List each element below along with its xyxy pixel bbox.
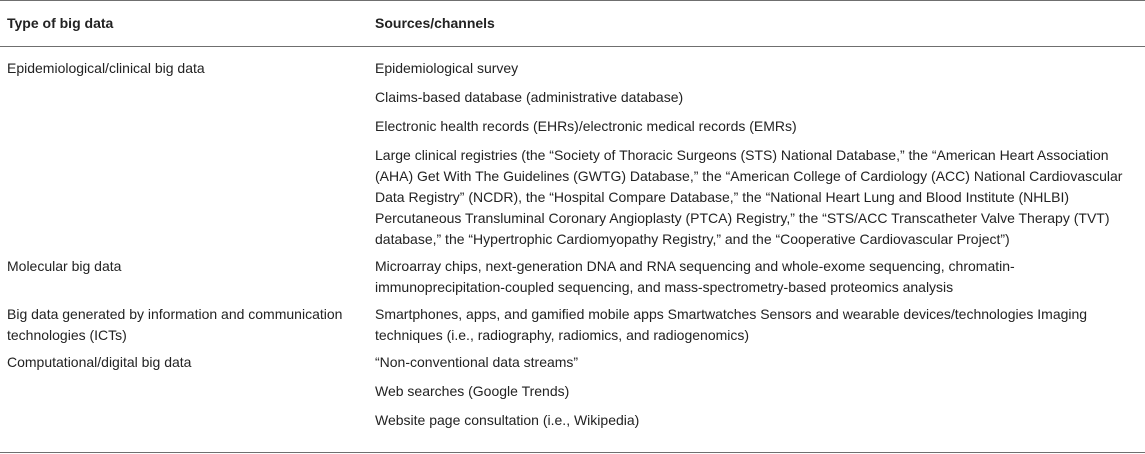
table-row-ict bbox=[0, 304, 1145, 352]
table-row-epidemiological-clinical bbox=[0, 58, 1145, 256]
header-type-of-big-data: Type of big data bbox=[7, 15, 114, 31]
type-cell: Epidemiological/clinical big data bbox=[7, 60, 205, 76]
type-cell: Molecular big data bbox=[7, 258, 122, 274]
source-item: Microarray chips, next-generation DNA and RNA sequencing and whole-exome sequencing, chromatin-immunoprecipitation-coupled sequencing, and mass-spectrometry-based proteomics analysis bbox=[375, 258, 1015, 295]
source-item: Website page consultation (i.e., Wikipedia) bbox=[375, 412, 640, 428]
table-header bbox=[0, 0, 1145, 46]
source-item: Claims-based database (administrative database) bbox=[375, 89, 684, 105]
source-item: Web searches (Google Trends) bbox=[375, 383, 570, 399]
table-body bbox=[0, 58, 1145, 437]
sources-cell bbox=[368, 256, 1145, 304]
sources-cell bbox=[368, 352, 1145, 437]
table-row-molecular bbox=[0, 256, 1145, 304]
table-bottom-rule bbox=[0, 452, 1145, 453]
type-cell: Big data generated by information and communication technologies (ICTs) bbox=[7, 306, 343, 343]
source-item: “Non-conventional data streams” bbox=[375, 354, 579, 370]
header-sources-channels: Sources/channels bbox=[375, 15, 495, 31]
source-item: Epidemiological survey bbox=[375, 60, 519, 76]
table-row-computational-digital bbox=[0, 352, 1145, 437]
sources-cell bbox=[368, 304, 1145, 352]
table-header-rule bbox=[0, 46, 1145, 47]
sources-cell bbox=[368, 58, 1145, 256]
type-cell: Computational/digital big data bbox=[7, 354, 192, 370]
source-item: Electronic health records (EHRs)/electronic medical records (EMRs) bbox=[375, 118, 797, 134]
source-item: Smartphones, apps, and gamified mobile apps Smartwatches Sensors and wearable devices/technologies Imaging techniques (i.e., radiography, radiomics, and radiogenomics) bbox=[375, 306, 1088, 343]
source-item: Large clinical registries (the “Society of Thoracic Surgeons (STS) National Database,” the “American Heart Association (AHA) Get With The Guidelines (GWTG) Database,” the “American College of Cardiology (ACC) National Cardiovascular Data Registry” (NCDR), the “Hospital Compare Database,” the “National Heart Lung and Blood Institute (NHLBI) Percutaneous Transluminal Coronary Angioplasty (PTCA) Registry,” the “STS/ACC Transcatheter Valve Therapy (TVT) database,” the “Hypertrophic Cardiomyopathy Registry,” and the “Cooperative Cardiovascular Project”) bbox=[375, 147, 1123, 247]
